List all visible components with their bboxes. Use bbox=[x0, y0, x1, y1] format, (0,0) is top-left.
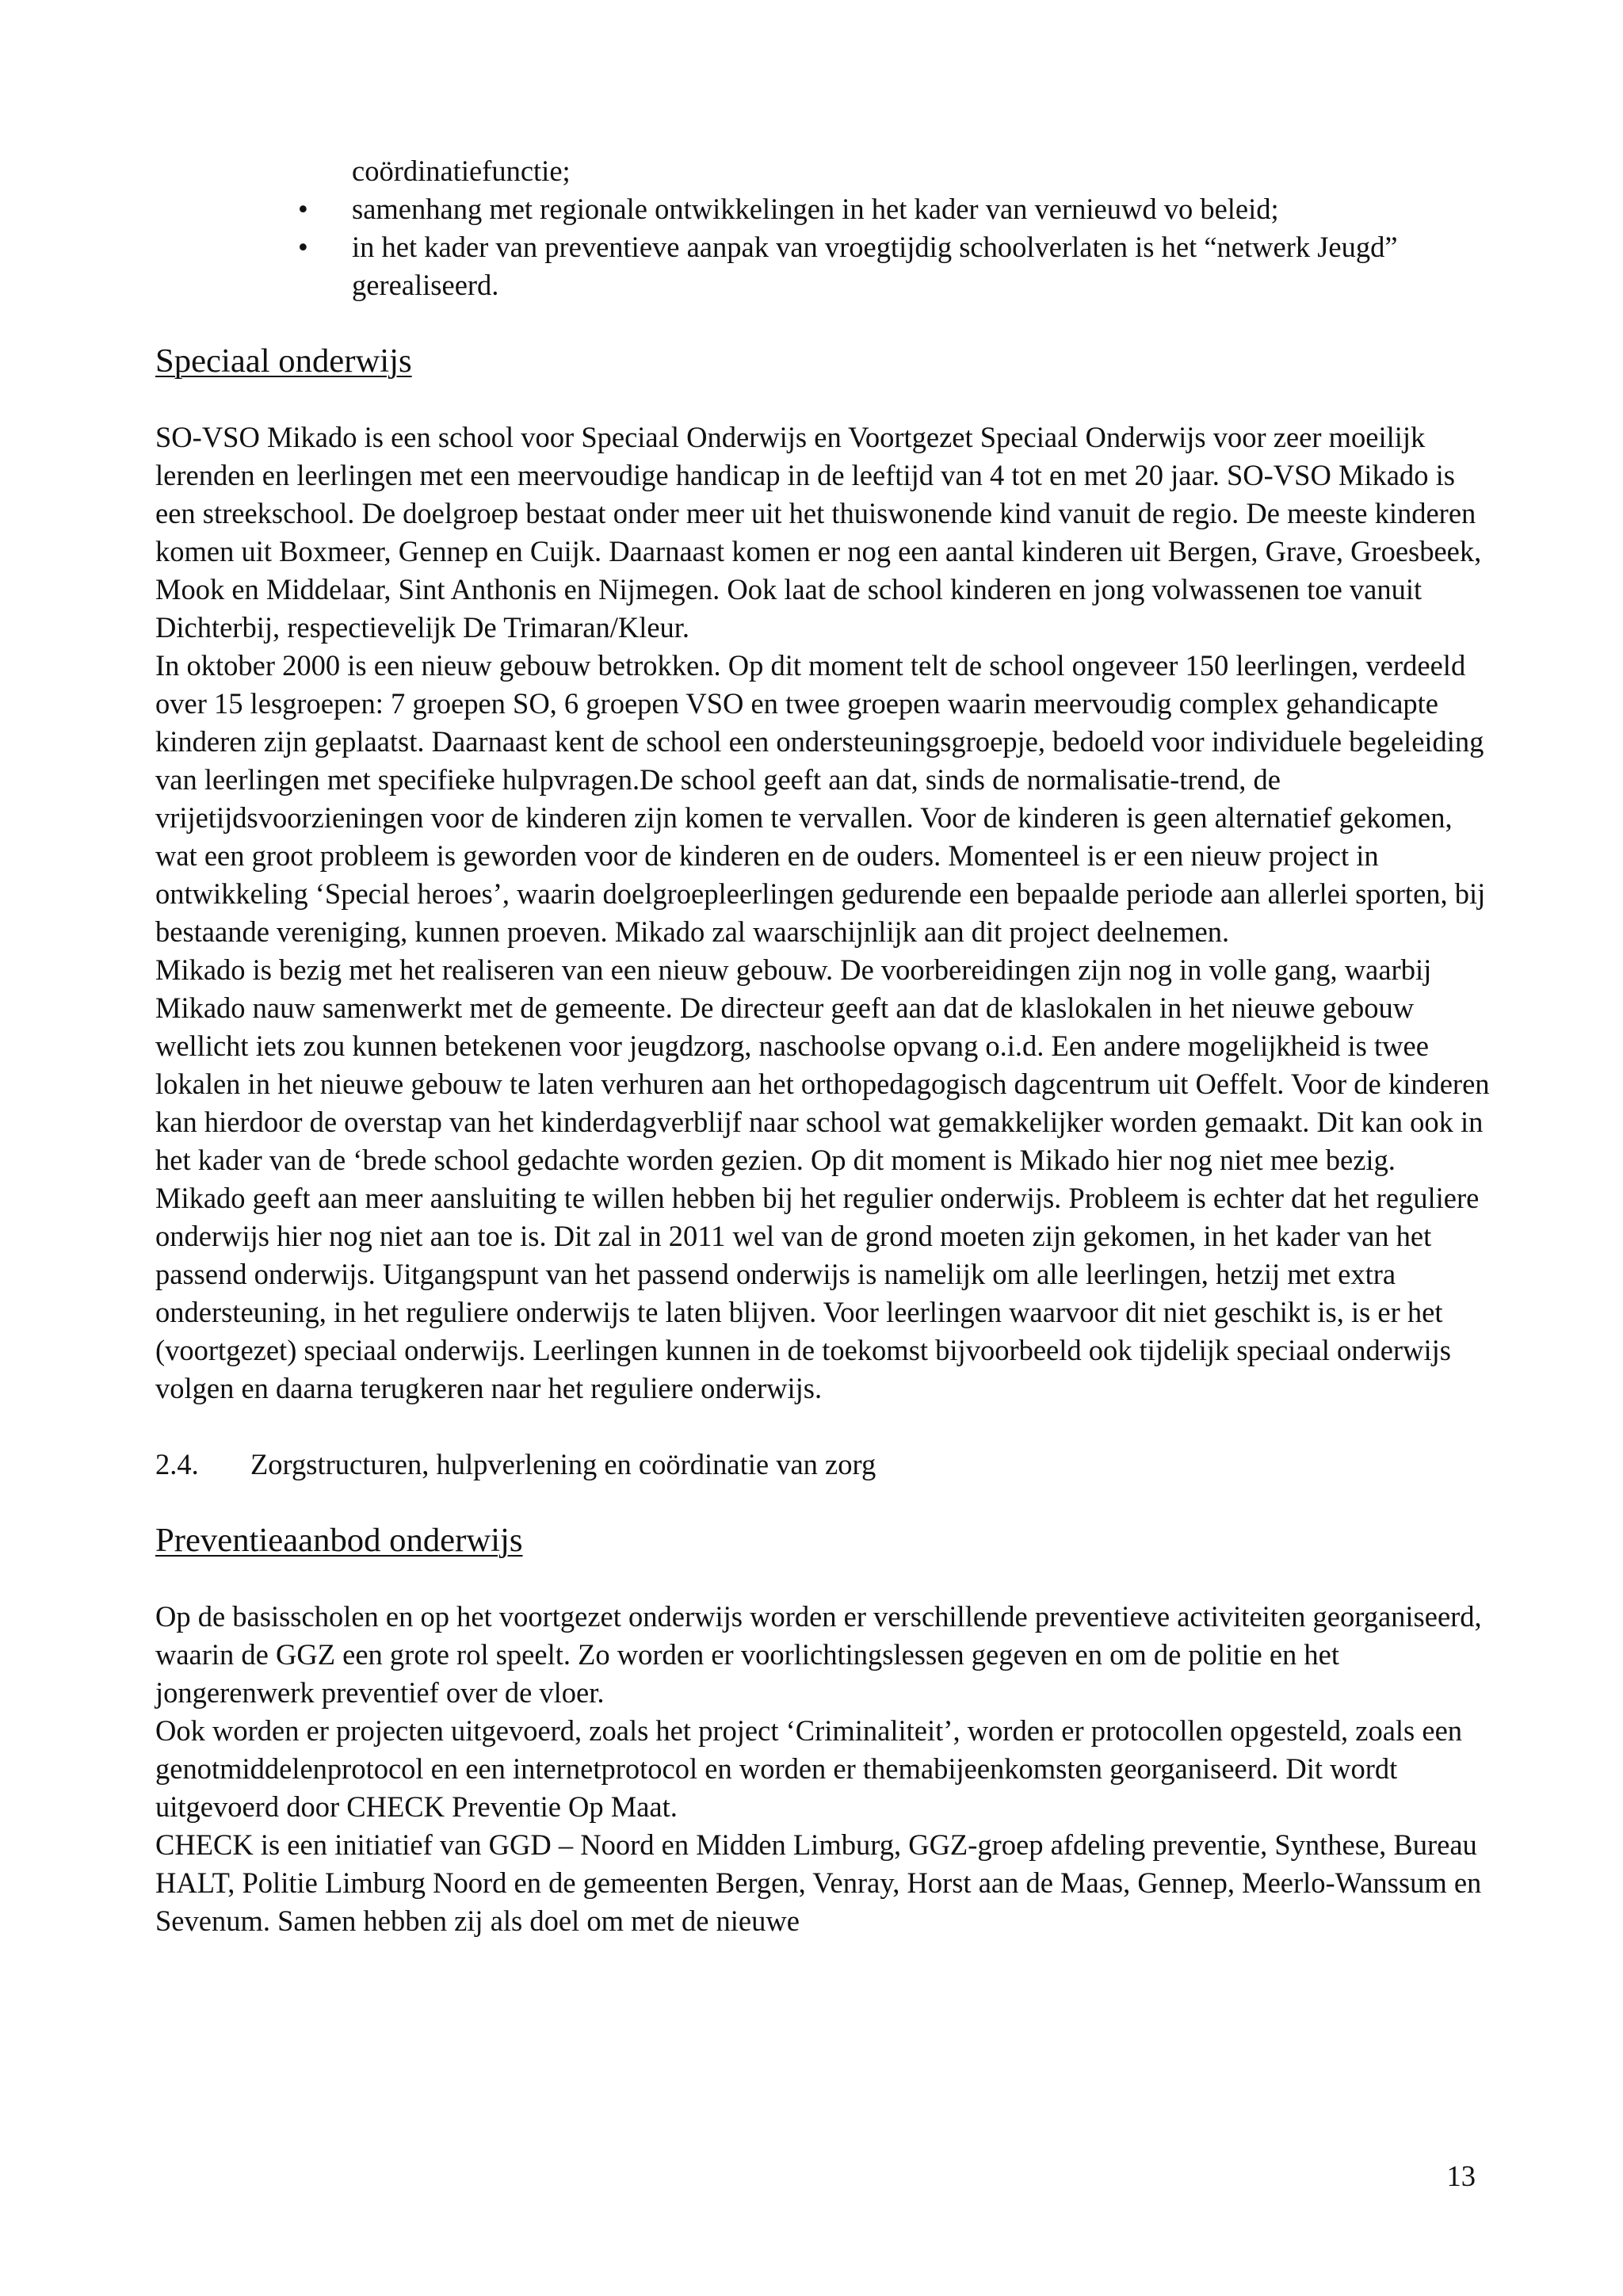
paragraph: CHECK is een initiatief van GGD – Noord en Midden Limburg, GGZ-groep afdeling preventie, Synthese, Bureau HALT, Politie Limburg Noord en de gemeenten Bergen, Venray, Horst aan de Maas, Gennep, Meerlo-Wanssum en Sevenum. Samen hebben zij als doel om met de nieuwe bbox=[155, 1828, 1482, 1937]
paragraph: SO-VSO Mikado is een school voor Speciaal Onderwijs en Voortgezet Speciaal Onderwijs voor zeer moeilijk lerenden en leerlingen met een meervoudige handicap in de leeftijd van 4 tot en met 20 jaar. SO-VSO Mikado is een streekschool. De doelgroep bestaat onder meer uit het thuiswonende kind vanuit de regio. De meeste kinderen komen uit Boxmeer, Gennep en Cuijk. Daarnaast komen er nog een aantal kinderen uit Bergen, Grave, Groesbeek, Mook en Middelaar, Sint Anthonis en Nijmegen. Ook laat de school kinderen en jong volwassenen toe vanuit Dichterbij, respectievelijk De Trimaran/Kleur. bbox=[155, 421, 1482, 644]
page-number: 13 bbox=[1446, 2160, 1476, 2192]
section-heading-preventieaanbod: Preventieaanbod onderwijs bbox=[155, 1522, 523, 1559]
list-item: • samenhang met regionale ontwikkelingen in het kader van vernieuwd vo beleid; bbox=[155, 190, 1495, 228]
list-item: coördinatiefunctie; bbox=[352, 155, 571, 187]
paragraph: Mikado is bezig met het realiseren van een nieuw gebouw. De voorbereidingen zijn nog in volle gang, waarbij Mikado nauw samenwerkt met de gemeente. De directeur geeft aan dat de klaslokalen in het nieuwe gebouw wellicht iets zou kunnen betekenen voor jeugdzorg, naschoolse opvang o.i.d. Een andere mogelijkheid is twee lokalen in het nieuwe gebouw te laten verhuren aan het orthopedagogisch dagcentrum uit Oeffelt. Voor de kinderen kan hierdoor de overstap van het kinderdagverblijf naar school wat gemakkelijker worden gemaakt. Dit kan ook in het kader van de ‘brede school gedachte worden gezien. Op dit moment is Mikado hier nog niet mee bezig. bbox=[155, 953, 1490, 1176]
section-title-2-4 bbox=[155, 1446, 1495, 1484]
section-title-text: Zorgstructuren, hulpverlening en coördinatie van zorg bbox=[250, 1448, 876, 1480]
paragraph: In oktober 2000 is een nieuw gebouw betrokken. Op dit moment telt de school ongeveer 150 leerlingen, verdeeld over 15 lesgroepen: 7 groepen SO, 6 groepen VSO en twee groepen waarin meervoudig complex gehandicapte kinderen zijn geplaatst. Daarnaast kent de school een ondersteuningsgroepje, bedoeld voor individuele begeleiding van leerlingen met specifieke hulpvragen.De school geeft aan dat, sinds de normalisatie-trend, de vrijetijdsvoorzieningen voor de kinderen zijn komen te vervallen. Voor de kinderen is geen alternatief gekomen, wat een groot probleem is geworden voor de kinderen en de ouders. Momenteel is er een nieuw project in ontwikkeling ‘Special heroes’, waarin doelgroepleerlingen gedurende een bepaalde periode aan allerlei sporten, bij bestaande vereniging, kunnen proeven. Mikado zal waarschijnlijk aan dit project deelnemen. bbox=[155, 649, 1486, 948]
section-number: 2.4. bbox=[155, 1448, 199, 1480]
paragraph: Mikado geeft aan meer aansluiting te willen hebben bij het regulier onderwijs. Probleem is echter dat het reguliere onderwijs hier nog niet aan toe is. Dit zal in 2011 wel van de grond moeten zijn gekomen, in het kader van het passend onderwijs. Uitgangspunt van het passend onderwijs is namelijk om alle leerlingen, hetzij met extra ondersteuning, in het reguliere onderwijs te laten blijven. Voor leerlingen waarvoor dit niet geschikt is, is er het (voortgezet) speciaal onderwijs. Leerlingen kunnen in de toekomst bijvoorbeeld ook tijdelijk speciaal onderwijs volgen en daarna terugkeren naar het reguliere onderwijs. bbox=[155, 1182, 1480, 1404]
document-page bbox=[155, 152, 1495, 1940]
section-heading-speciaal-onderwijs: Speciaal onderwijs bbox=[155, 342, 412, 380]
bullet-list-top bbox=[155, 152, 1495, 304]
paragraph: Op de basisscholen en op het voortgezet onderwijs worden er verschillende preventieve activiteiten georganiseerd, waarin de GGZ een grote rol speelt. Zo worden er voorlichtingslessen gegeven en om de politie en het jongerenwerk preventief over de vloer. bbox=[155, 1600, 1482, 1709]
paragraph: Ook worden er projecten uitgevoerd, zoals het project ‘Criminaliteit’, worden er protocollen opgesteld, zoals een genotmiddelenprotocol en een internetprotocol en worden er themabijeenkomsten georganiseerd. Dit wordt uitgevoerd door CHECK Preventie Op Maat. bbox=[155, 1714, 1463, 1823]
list-item: • in het kader van preventieve aanpak van vroegtijdig schoolverlaten is het “netwerk Jeugd” gerealiseerd. bbox=[155, 228, 1495, 304]
